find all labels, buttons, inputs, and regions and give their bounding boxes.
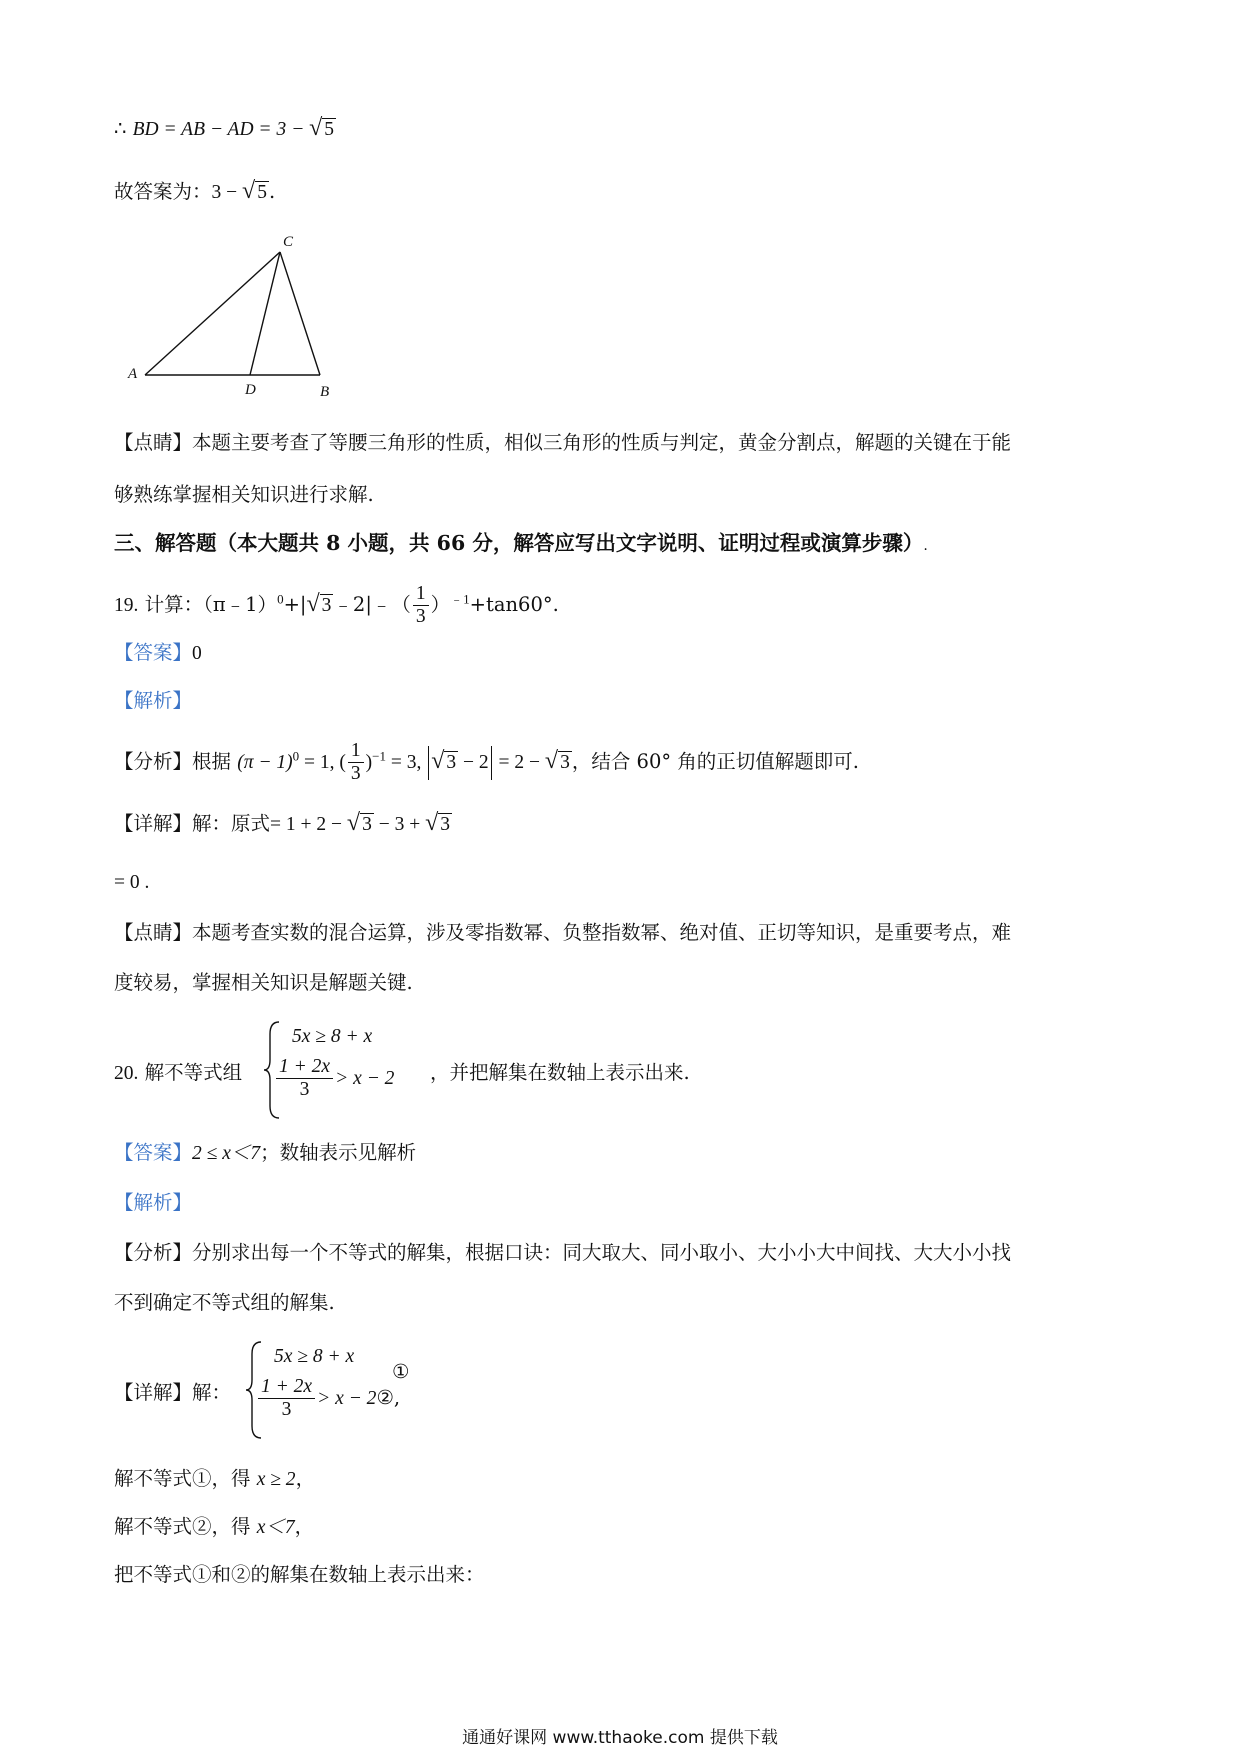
comment-line-1: 【点睛】本题主要考查了等腰三角形的性质，相似三角形的性质与判定，黄金分割点，解题的关键在于能	[114, 431, 1012, 454]
step-2: 解不等式②，得 x＜7，	[114, 1515, 315, 1538]
q19-dianjing-1: 【点睛】本题考查实数的混合运算，涉及零指数幂、负整指数幂、绝对值、正切等知识，是重要考点，难	[114, 921, 1012, 944]
label-A: A	[128, 366, 138, 382]
segment-CD	[250, 252, 280, 375]
q20-answer: 【答案】2 ≤ x＜7；数轴表示见解析	[114, 1141, 417, 1164]
therefore-symbol: ∴	[114, 117, 127, 140]
q20-fenxi-2: 不到确定不等式组的解集.	[114, 1291, 335, 1314]
fraction: $\frac{1}{3}$	[413, 583, 429, 628]
section-header: 三、解答题（本大题共 8 小题，共 66 分，解答应写出文字说明、证明过程或演算步骤）.	[114, 531, 928, 555]
sqrt: √ 5	[309, 115, 335, 141]
page-footer: 通通好课网 www.tthaoke.com 提供下载	[462, 1728, 778, 1748]
equation: BD = AB − AD = 3 −	[132, 119, 310, 140]
step-1: 解不等式①，得 x ≥ 2，	[114, 1467, 316, 1490]
q20-jiexi: 【解析】	[114, 1191, 193, 1214]
segment-AC	[145, 252, 280, 375]
step-3: 把不等式①和②的解集在数轴上表示出来：	[114, 1563, 485, 1586]
segment-CB	[280, 252, 320, 375]
q19-xiangjie: 【详解】解：原式= 1 + 2 − √ 3 − 3 + √ 3	[114, 810, 450, 836]
triangle-figure	[120, 232, 380, 402]
question-19: 19. 计算：（π﹣1）$^0$+|√ 3 ﹣2|﹣（ $\frac{1}{3}$ ）$^{﹣1}$+tan60°.	[114, 583, 559, 627]
label-D: D	[245, 382, 256, 398]
q19-jiexi: 【解析】	[114, 689, 193, 712]
comment-line-2: 够熟练掌握相关知识进行求解.	[114, 483, 374, 506]
conclusion-line	[114, 115, 336, 143]
q19-result: = 0 .	[114, 872, 150, 893]
q20-fenxi-1: 【分析】分别求出每一个不等式的解集，根据口诀：同大取大、同小取小、大小小大中间找、大大小小找	[114, 1241, 1012, 1264]
q19-answer: 【答案】0	[114, 641, 202, 664]
answer-line: 故答案为：3 − √ 5 .	[114, 178, 276, 204]
label-C: C	[283, 234, 294, 250]
q19-dianjing-2: 度较易，掌握相关知识是解题关键.	[114, 971, 413, 994]
q19-fenxi: 【分析】根据 $(\pi - 1)^0 = 1$, ( $\frac{1}{3}$ )$^{-1}$ = 3, √ 3 − 2 = 2 − √ 3 ，结合 60° 角的正切值解题即可.	[114, 740, 860, 784]
label-B: B	[320, 384, 330, 400]
sqrt: √ 5	[242, 178, 267, 204]
